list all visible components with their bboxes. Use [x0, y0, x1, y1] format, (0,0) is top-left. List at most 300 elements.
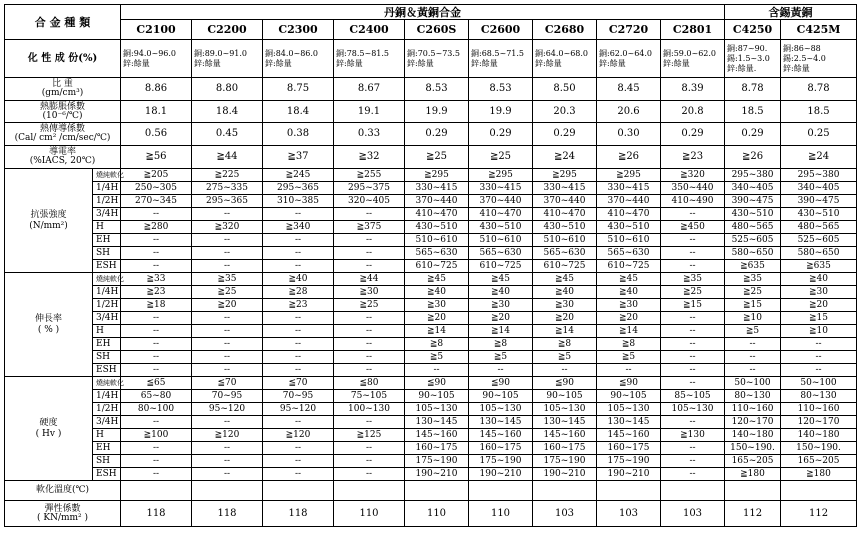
elongation-value: ≧25	[661, 286, 725, 299]
hardness-value: ≦70	[263, 377, 334, 390]
temper-label: 3/4H	[93, 416, 121, 429]
tensile-value: ≧450	[661, 221, 725, 234]
elongation-value: --	[781, 364, 857, 377]
hardness-label-main: 硬度	[39, 417, 58, 428]
density-label-main: 比 重	[52, 79, 73, 89]
density-value: 8.78	[725, 78, 781, 101]
alloy-code: C260S	[405, 20, 469, 40]
composition-cell	[121, 40, 192, 78]
tensile-value: 370~440	[597, 195, 661, 208]
modulus-value: 112	[781, 501, 857, 527]
composition-label: 化 性 成 份(%)	[5, 40, 121, 78]
tensile-value: --	[121, 247, 192, 260]
elongation-value: --	[597, 364, 661, 377]
elongation-value: ≧35	[725, 273, 781, 286]
elongation-value: --	[334, 325, 405, 338]
tensile-value: 340~405	[781, 182, 857, 195]
conductivity-value: ≧25	[405, 146, 469, 169]
thermal-label	[5, 123, 121, 146]
hardness-value: --	[334, 455, 405, 468]
hardness-value: 120~170	[725, 416, 781, 429]
tensile-value: 370~440	[405, 195, 469, 208]
hardness-value: 165~205	[725, 455, 781, 468]
hardness-value: 165~205	[781, 455, 857, 468]
tensile-value: 610~725	[469, 260, 533, 273]
hardness-value: 50~100	[781, 377, 857, 390]
hardness-value: 130~145	[469, 416, 533, 429]
alloy-type-header: 合 金 種 類	[5, 5, 121, 40]
expansion-value: 19.9	[469, 101, 533, 123]
elongation-value: ≧45	[405, 273, 469, 286]
composition-line: 鋅:餘量	[123, 58, 150, 68]
softening-value	[781, 481, 857, 501]
hardness-value: --	[661, 377, 725, 390]
tensile-value: 565~630	[533, 247, 597, 260]
table-row	[5, 377, 857, 390]
hardness-value: --	[263, 455, 334, 468]
tensile-value: 310~385	[263, 195, 334, 208]
alloy-code: C2720	[597, 20, 661, 40]
hardness-value: 160~175	[597, 442, 661, 455]
alloy-code: C2801	[661, 20, 725, 40]
elongation-value: --	[334, 364, 405, 377]
table-row	[5, 208, 857, 221]
hardness-value: --	[121, 468, 192, 481]
tensile-value: 330~415	[533, 182, 597, 195]
hardness-value: 80~130	[781, 390, 857, 403]
softening-value	[121, 481, 192, 501]
tensile-value: 510~610	[597, 234, 661, 247]
composition-line: 銅:84.0~86.0	[265, 48, 319, 58]
density-value: 8.67	[334, 78, 405, 101]
elongation-value: --	[334, 312, 405, 325]
tensile-value: 510~610	[405, 234, 469, 247]
conductivity-value: ≧26	[725, 146, 781, 169]
elongation-value: ≧30	[334, 286, 405, 299]
tensile-value: ≧635	[781, 260, 857, 273]
conductivity-value: ≧24	[781, 146, 857, 169]
expansion-value: 19.1	[334, 101, 405, 123]
elongation-value: ≧14	[405, 325, 469, 338]
composition-line: 銅:86~88	[783, 43, 821, 53]
elongation-value: ≧30	[533, 299, 597, 312]
elongation-label-unit: ( % )	[37, 324, 60, 335]
elongation-label	[5, 273, 93, 377]
tensile-value: 565~630	[405, 247, 469, 260]
hardness-value: --	[661, 442, 725, 455]
elongation-value: ≧14	[597, 325, 661, 338]
hardness-value: 50~100	[725, 377, 781, 390]
tensile-value: 330~415	[469, 182, 533, 195]
elongation-value: ≧18	[121, 299, 192, 312]
tensile-value: 410~470	[405, 208, 469, 221]
elongation-value: --	[661, 338, 725, 351]
elongation-value: ≧23	[263, 299, 334, 312]
elongation-value: ≧5	[725, 325, 781, 338]
elongation-value: ≧20	[192, 299, 263, 312]
hardness-value: ≧120	[263, 429, 334, 442]
tensile-label-unit: (N/mm²)	[29, 220, 68, 231]
tensile-value: 295~375	[334, 182, 405, 195]
temper-label: 1/4H	[93, 286, 121, 299]
hardness-value: 65~80	[121, 390, 192, 403]
hardness-value: --	[661, 455, 725, 468]
tensile-value: ≧375	[334, 221, 405, 234]
elongation-value: ≧15	[661, 299, 725, 312]
temper-label: 1/2H	[93, 299, 121, 312]
elongation-value: --	[121, 325, 192, 338]
tensile-value: --	[192, 234, 263, 247]
expansion-value: 20.8	[661, 101, 725, 123]
thermal-label-unit: (Cal/ cm² /cm/sec/℃)	[14, 133, 111, 143]
elongation-value: ≧8	[597, 338, 661, 351]
hardness-value: 70~95	[192, 390, 263, 403]
alloy-code: C2100	[121, 20, 192, 40]
hardness-value: ≧125	[334, 429, 405, 442]
modulus-value: 112	[725, 501, 781, 527]
hardness-value: --	[192, 442, 263, 455]
hardness-value: ≦90	[405, 377, 469, 390]
expansion-value: 18.5	[781, 101, 857, 123]
hardness-value: 190~210	[405, 468, 469, 481]
hardness-value: --	[121, 416, 192, 429]
table-row	[5, 221, 857, 234]
density-value: 8.50	[533, 78, 597, 101]
conductivity-label-unit: (%IACS, 20℃)	[29, 156, 96, 166]
temper-label: H	[93, 221, 121, 234]
elongation-value: ≧20	[597, 312, 661, 325]
tensile-value: --	[263, 208, 334, 221]
composition-line: 銅:59.0~62.0	[663, 48, 717, 58]
tensile-value: --	[263, 247, 334, 260]
table-row	[5, 260, 857, 273]
tensile-value: 320~405	[334, 195, 405, 208]
thermal-value: 0.29	[469, 123, 533, 146]
elongation-value: --	[263, 312, 334, 325]
elongation-value: --	[661, 364, 725, 377]
hardness-value: 175~190	[533, 455, 597, 468]
copper-alloy-spec-table	[4, 4, 857, 527]
tensile-value: 610~725	[405, 260, 469, 273]
tensile-value: ≧255	[334, 169, 405, 182]
alloy-code: C2600	[469, 20, 533, 40]
tensile-value: --	[661, 260, 725, 273]
hardness-value: --	[121, 455, 192, 468]
density-value: 8.80	[192, 78, 263, 101]
table-row	[5, 338, 857, 351]
table-row	[5, 351, 857, 364]
alloy-code: C2300	[263, 20, 334, 40]
composition-line: 銅:62.0~64.0	[599, 48, 653, 58]
elongation-value: ≧45	[533, 273, 597, 286]
elongation-value: ≧45	[469, 273, 533, 286]
tensile-value: --	[661, 208, 725, 221]
elongation-value: ≧20	[533, 312, 597, 325]
elongation-value: ≧10	[781, 325, 857, 338]
elongation-value: --	[661, 325, 725, 338]
elongation-value: ≧20	[781, 299, 857, 312]
elongation-value: ≧40	[533, 286, 597, 299]
tensile-value: 480~565	[725, 221, 781, 234]
tensile-value: ≧295	[597, 169, 661, 182]
tensile-value: --	[192, 208, 263, 221]
hardness-value: --	[661, 416, 725, 429]
table-row	[5, 78, 857, 101]
hardness-value: --	[263, 468, 334, 481]
elongation-value: --	[192, 312, 263, 325]
modulus-value: 103	[597, 501, 661, 527]
softening-value	[469, 481, 533, 501]
composition-line: 銅:89.0~91.0	[194, 48, 248, 58]
hardness-value: ≧180	[725, 468, 781, 481]
table-row	[5, 325, 857, 338]
density-value: 8.53	[469, 78, 533, 101]
elongation-value: ≧15	[725, 299, 781, 312]
temper-label: 1/2H	[93, 403, 121, 416]
table-row	[5, 286, 857, 299]
elongation-value: ≧28	[263, 286, 334, 299]
tensile-value: 390~475	[781, 195, 857, 208]
thermal-value: 0.38	[263, 123, 334, 146]
elongation-value: ≧8	[405, 338, 469, 351]
elongation-value: ≧30	[469, 299, 533, 312]
alloy-code: C2200	[192, 20, 263, 40]
temper-label: SH	[93, 247, 121, 260]
alloy-code: C4250	[725, 20, 781, 40]
hardness-value: --	[334, 468, 405, 481]
elongation-value: --	[263, 351, 334, 364]
hardness-value: 110~160	[781, 403, 857, 416]
tensile-value: 410~490	[661, 195, 725, 208]
hardness-value: ≦65	[121, 377, 192, 390]
conductivity-value: ≧56	[121, 146, 192, 169]
table-row	[5, 40, 857, 78]
elongation-value: --	[661, 312, 725, 325]
elongation-value: --	[405, 364, 469, 377]
composition-cell	[725, 40, 781, 78]
hardness-value: ≦90	[533, 377, 597, 390]
hardness-value: 150~190.	[725, 442, 781, 455]
conductivity-value: ≧25	[469, 146, 533, 169]
softening-value	[661, 481, 725, 501]
hardness-value: 90~105	[597, 390, 661, 403]
composition-cell	[469, 40, 533, 78]
softening-value	[405, 481, 469, 501]
elongation-value: ≧25	[334, 299, 405, 312]
elongation-value: ≧25	[725, 286, 781, 299]
density-value: 8.86	[121, 78, 192, 101]
elongation-value: ≧14	[533, 325, 597, 338]
tensile-value: --	[334, 208, 405, 221]
expansion-value: 18.5	[725, 101, 781, 123]
elongation-value: ≧40	[597, 286, 661, 299]
hardness-value: 130~145	[597, 416, 661, 429]
elongation-value: --	[334, 351, 405, 364]
tensile-value: ≧340	[263, 221, 334, 234]
table-row	[5, 101, 857, 123]
hardness-value: --	[192, 416, 263, 429]
table-row	[5, 195, 857, 208]
table-row	[5, 416, 857, 429]
hardness-value: ≦90	[469, 377, 533, 390]
hardness-label-unit: ( Hv )	[35, 428, 62, 439]
temper-label: 1/2H	[93, 195, 121, 208]
table-row	[5, 442, 857, 455]
thermal-value: 0.30	[597, 123, 661, 146]
elongation-value: --	[192, 364, 263, 377]
elongation-value: ≧40	[263, 273, 334, 286]
conductivity-value: ≧44	[192, 146, 263, 169]
tensile-value: 510~610	[533, 234, 597, 247]
elongation-value: --	[121, 351, 192, 364]
softening-value	[725, 481, 781, 501]
hardness-value: 95~120	[263, 403, 334, 416]
elongation-value: --	[192, 338, 263, 351]
elongation-value: --	[192, 351, 263, 364]
expansion-label-main: 熱膨脹係數	[39, 101, 85, 112]
density-value: 8.53	[405, 78, 469, 101]
expansion-value: 19.9	[405, 101, 469, 123]
thermal-value: 0.45	[192, 123, 263, 146]
hardness-value: 140~180	[725, 429, 781, 442]
tensile-value: ≧280	[121, 221, 192, 234]
tensile-value: --	[121, 208, 192, 221]
elongation-value: ≧5	[405, 351, 469, 364]
hardness-value: ≧120	[192, 429, 263, 442]
hardness-value: ≧100	[121, 429, 192, 442]
elongation-value: --	[781, 338, 857, 351]
tensile-value: ≧635	[725, 260, 781, 273]
tensile-label	[5, 169, 93, 273]
modulus-value: 118	[263, 501, 334, 527]
composition-line: 鋅:餘量	[535, 58, 562, 68]
hardness-value: 160~175	[533, 442, 597, 455]
tensile-value: 430~510	[725, 208, 781, 221]
tensile-value: 565~630	[597, 247, 661, 260]
modulus-label-unit: ( KN/mm² )	[36, 512, 89, 523]
temper-label: 1/4H	[93, 390, 121, 403]
density-value: 8.45	[597, 78, 661, 101]
composition-cell	[405, 40, 469, 78]
tensile-value: ≧245	[263, 169, 334, 182]
tensile-value: 350~440	[661, 182, 725, 195]
hardness-value: 120~170	[781, 416, 857, 429]
modulus-value: 118	[121, 501, 192, 527]
hardness-value: 145~160	[533, 429, 597, 442]
composition-cell	[533, 40, 597, 78]
hardness-value: 85~105	[661, 390, 725, 403]
elongation-value: --	[533, 364, 597, 377]
hardness-value: 105~130	[597, 403, 661, 416]
temper-label: EH	[93, 338, 121, 351]
temper-label: ESH	[93, 364, 121, 377]
elongation-value: ≧5	[533, 351, 597, 364]
elongation-value: ≧23	[121, 286, 192, 299]
tensile-value: 610~725	[597, 260, 661, 273]
tensile-value: 510~610	[469, 234, 533, 247]
thermal-value: 0.29	[661, 123, 725, 146]
thermal-value: 0.56	[121, 123, 192, 146]
thermal-value: 0.33	[334, 123, 405, 146]
elongation-value: ≧8	[533, 338, 597, 351]
expansion-value: 18.4	[192, 101, 263, 123]
table-row	[5, 481, 857, 501]
composition-line: 鋅:餘量	[265, 58, 292, 68]
elongation-value: ≧20	[469, 312, 533, 325]
tensile-value: 295~380	[725, 169, 781, 182]
tensile-value: 430~510	[533, 221, 597, 234]
elongation-value: ≧20	[405, 312, 469, 325]
expansion-value: 18.1	[121, 101, 192, 123]
tensile-value: 430~510	[405, 221, 469, 234]
elongation-value: ≧33	[121, 273, 192, 286]
composition-line: 鋅:餘量.	[727, 63, 757, 73]
elongation-value: ≧14	[469, 325, 533, 338]
conductivity-label	[5, 146, 121, 169]
elongation-value: ≧8	[469, 338, 533, 351]
composition-line: 銅:68.5~71.5	[471, 48, 525, 58]
tensile-value: 250~305	[121, 182, 192, 195]
table-row	[5, 501, 857, 527]
expansion-value: 18.4	[263, 101, 334, 123]
hardness-value: 105~130	[469, 403, 533, 416]
tensile-value: --	[263, 234, 334, 247]
tensile-value: --	[334, 234, 405, 247]
modulus-value: 118	[192, 501, 263, 527]
tensile-value: --	[121, 234, 192, 247]
elongation-value: --	[263, 338, 334, 351]
table-row	[5, 364, 857, 377]
table-row	[5, 390, 857, 403]
conductivity-value: ≧23	[661, 146, 725, 169]
elongation-value: --	[725, 351, 781, 364]
composition-line: 錫:1.5~3.0	[727, 53, 770, 63]
hardness-value: 145~160	[597, 429, 661, 442]
composition-line: 錫:2.5~4.0	[783, 53, 826, 63]
composition-line: 鋅:餘量	[783, 63, 810, 73]
conductivity-value: ≧24	[533, 146, 597, 169]
tensile-value: 330~415	[405, 182, 469, 195]
alloy-code: C425M	[781, 20, 857, 40]
density-value: 8.78	[781, 78, 857, 101]
elongation-value: --	[263, 364, 334, 377]
hardness-value: --	[121, 442, 192, 455]
table-row	[5, 273, 857, 286]
hardness-value: ≦70	[192, 377, 263, 390]
hardness-value: --	[263, 416, 334, 429]
hardness-value: 105~130	[533, 403, 597, 416]
tensile-value: ≧320	[192, 221, 263, 234]
hardness-value: ≦90	[597, 377, 661, 390]
tensile-value: 565~630	[469, 247, 533, 260]
tin-brass-group-header: 含錫黃銅	[725, 5, 857, 20]
table-row	[5, 234, 857, 247]
composition-cell	[192, 40, 263, 78]
elongation-value: --	[121, 338, 192, 351]
temper-label: SH	[93, 351, 121, 364]
tensile-value: 340~405	[725, 182, 781, 195]
elongation-value: --	[121, 364, 192, 377]
tensile-value: --	[334, 260, 405, 273]
tensile-value: 370~440	[469, 195, 533, 208]
thermal-value: 0.29	[533, 123, 597, 146]
softening-label: 軟化溫度(℃)	[5, 481, 121, 501]
elongation-value: --	[263, 325, 334, 338]
tensile-value: 410~470	[469, 208, 533, 221]
tensile-value: ≧295	[469, 169, 533, 182]
density-label-unit: (gm/cm³)	[41, 88, 84, 98]
composition-line: 銅:87~90.	[727, 43, 768, 53]
